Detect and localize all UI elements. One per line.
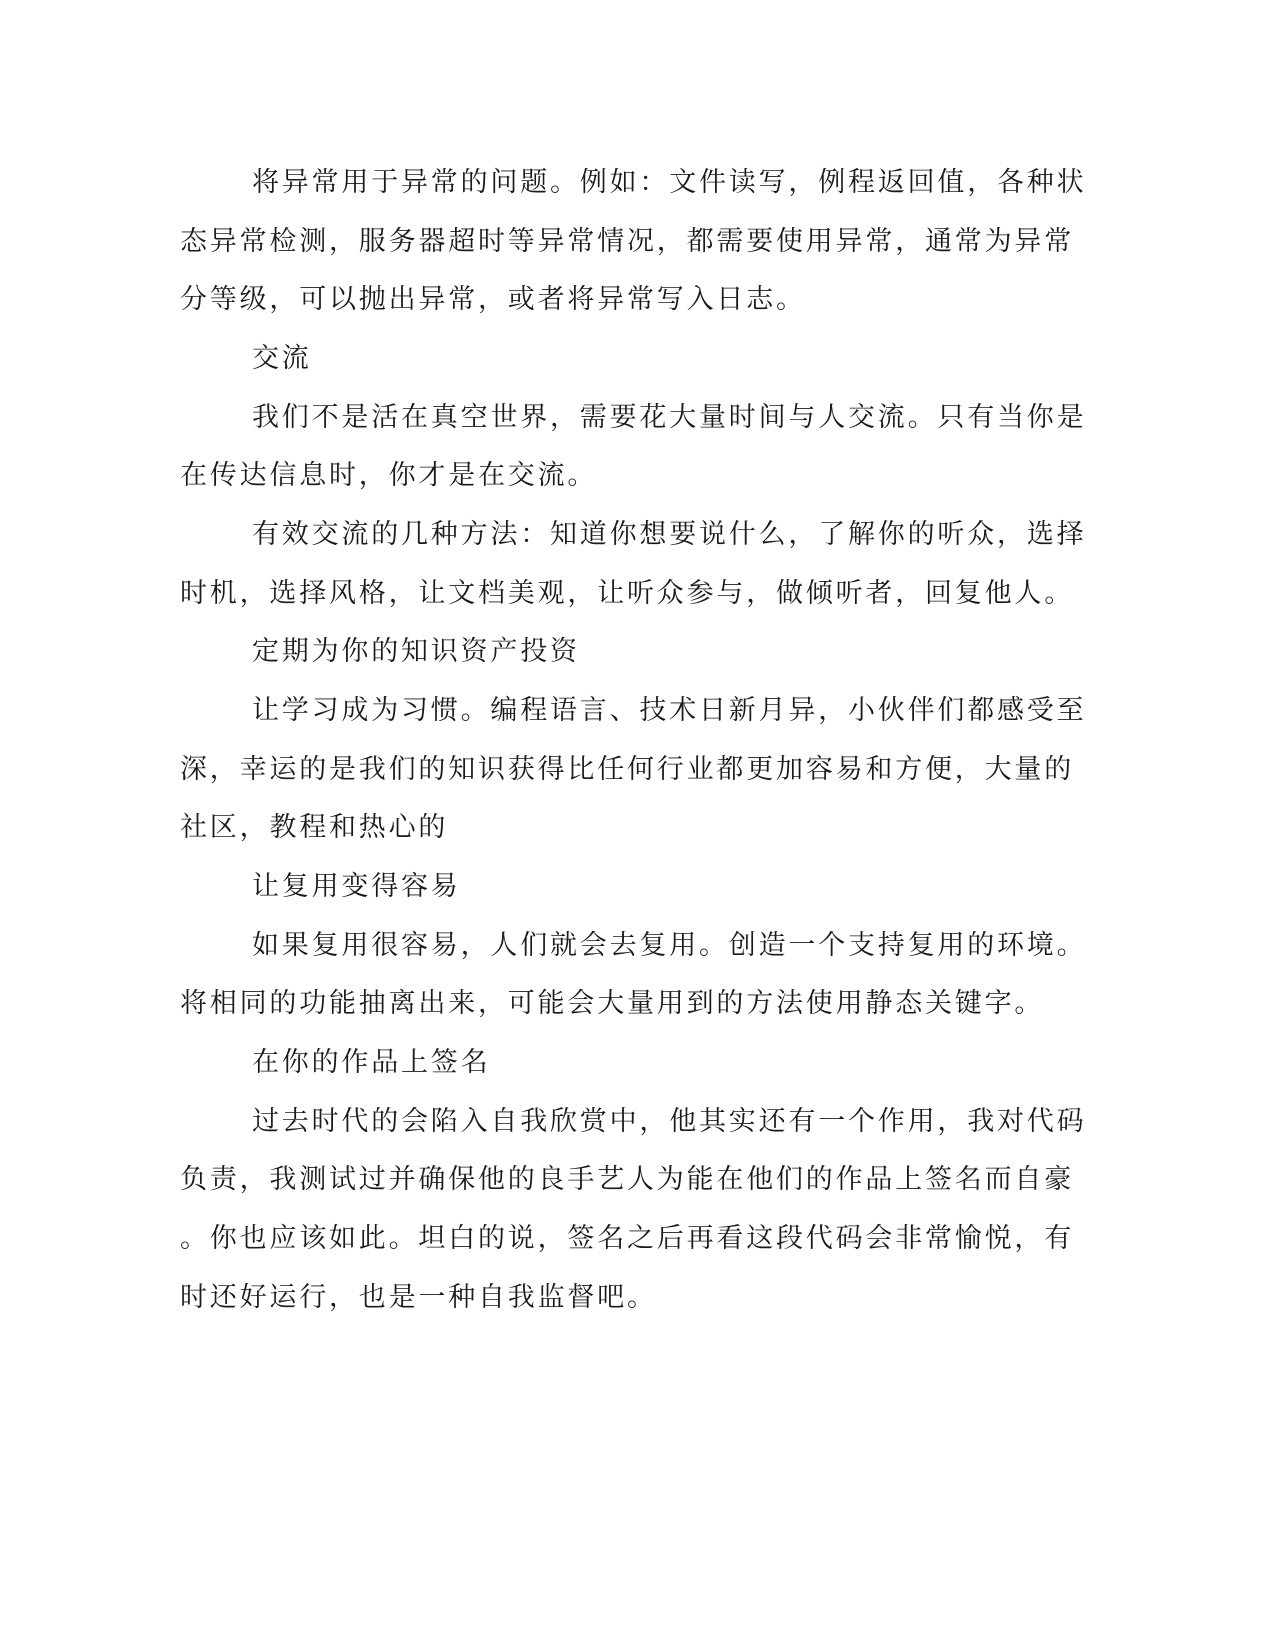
text-line-6: 在传达信息时，你才是在交流。 <box>180 460 598 491</box>
text-line-17: 过去时代的会陷入自我欣赏中，他其实还有一个作用，我对代码 <box>252 1106 1087 1137</box>
section-heading-communication: 交流 <box>252 343 312 374</box>
text-line-8: 时机，选择风格，让文档美观，让听众参与，做倾听者，回复他人。 <box>180 578 1074 609</box>
text-line-12: 社区，教程和热心的 <box>180 812 449 843</box>
text-line-7: 有效交流的几种方法：知道你想要说什么，了解你的听众，选择 <box>252 519 1087 550</box>
text-line-11: 深，幸运的是我们的知识获得比任何行业都更加容易和方便，大量的 <box>180 754 1074 785</box>
text-line-3: 分等级，可以抛出异常，或者将异常写入日志。 <box>180 284 806 315</box>
text-line-1: 将异常用于异常的问题。例如：文件读写，例程返回值，各种状 <box>252 167 1087 198</box>
text-line-10: 让学习成为习惯。编程语言、技术日新月异，小伙伴们都感受至 <box>252 695 1087 726</box>
section-heading-knowledge-investment: 定期为你的知识资产投资 <box>252 636 580 667</box>
text-line-15: 将相同的功能抽离出来，可能会大量用到的方法使用静态关键字。 <box>180 988 1045 1019</box>
text-line-14: 如果复用很容易，人们就会去复用。创造一个支持复用的环境。 <box>252 930 1087 961</box>
text-line-18: 负责，我测试过并确保他的良手艺人为能在他们的作品上签名而自豪 <box>180 1164 1074 1195</box>
section-heading-reuse: 让复用变得容易 <box>252 871 461 902</box>
text-line-2: 态异常检测，服务器超时等异常情况，都需要使用异常，通常为异常 <box>180 226 1074 257</box>
text-line-20: 时还好运行，也是一种自我监督吧。 <box>180 1282 657 1313</box>
section-heading-sign-your-work: 在你的作品上签名 <box>252 1047 491 1078</box>
text-line-19: 。你也应该如此。坦白的说，签名之后再看这段代码会非常愉悦，有 <box>180 1223 1074 1254</box>
text-line-5: 我们不是活在真空世界，需要花大量时间与人交流。只有当你是 <box>252 402 1087 433</box>
